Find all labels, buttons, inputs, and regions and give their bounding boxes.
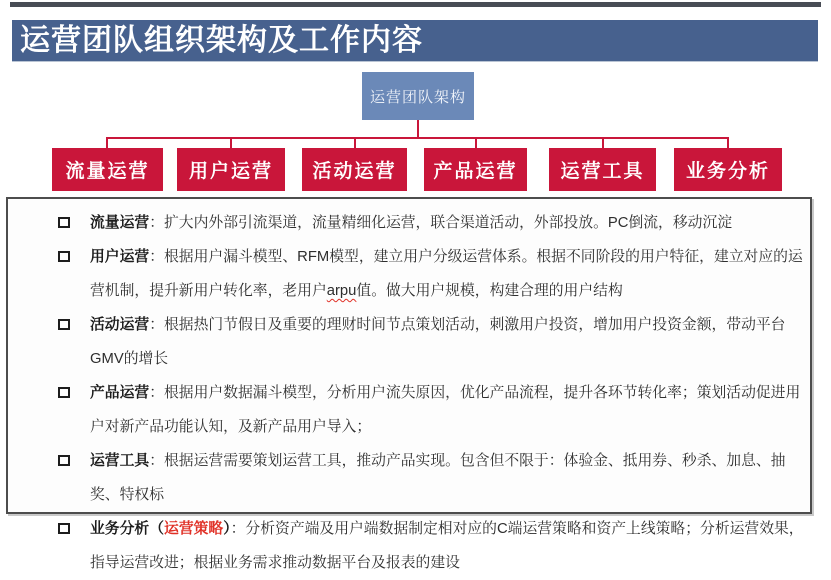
bullet-square-icon [58, 319, 70, 330]
list-item [58, 308, 806, 376]
item-text [90, 308, 806, 376]
connector-root-drop [417, 120, 419, 138]
item-body: ：根据运营需要策划运营工具，推动产品实现。包含但不限于：体验金、抵用券、秒杀、加息、抽奖、特权标 [90, 453, 786, 503]
item-text [90, 206, 732, 240]
highlighted-strategy-text: 运营策略 [164, 521, 224, 537]
item-body: ：根据用户数据漏斗模型，分析用户流失原因，优化产品流程，提升各环节转化率；策划活动促进用户对新产品功能认知，及新产品用户导入； [90, 385, 801, 435]
item-text [90, 512, 806, 580]
item-text [90, 444, 806, 512]
item-body: ：扩大内外部引流渠道，流量精细化运营，联合渠道活动，外部投放。PC倒流，移动沉淀 [149, 215, 733, 231]
item-body: 值。做大用户规模，构建合理的用户结构 [356, 283, 623, 299]
item-label: 运营工具 [90, 453, 150, 469]
list-item [58, 376, 806, 444]
org-node-traffic-ops: 流量运营 [52, 148, 163, 191]
item-label: 产品运营 [90, 385, 150, 401]
paren-open: （ [149, 521, 165, 537]
bullet-square-icon [58, 387, 70, 398]
list-item [58, 240, 806, 308]
item-label: 流量运营 [90, 215, 150, 231]
bullet-square-icon [58, 217, 70, 228]
item-text [90, 376, 806, 444]
paren-close: ） [223, 521, 231, 537]
connector-horizontal [106, 137, 729, 139]
org-node-business-analysis: 业务分析 [674, 148, 782, 191]
item-text [90, 240, 806, 308]
item-body: ：根据用户漏斗模型、RFM模型，建立用户分级运营体系。根据不同阶段的用户特征，建立对应的运营机制，提升新用户转化率，老用户 [90, 249, 803, 299]
bullet-square-icon [58, 251, 70, 262]
item-body: ：根据热门节假日及重要的理财时间节点策划活动，刺激用户投资，增加用户投资金额，带动平台GMV的增长 [90, 317, 786, 367]
item-label: 业务分析 [90, 521, 150, 537]
item-label: 用户运营 [90, 249, 150, 265]
bullet-square-icon [58, 455, 70, 466]
org-node-activity-ops: 活动运营 [302, 148, 407, 191]
bullet-square-icon [58, 523, 70, 534]
org-node-ops-tools: 运营工具 [549, 148, 656, 191]
spellcheck-word: arpu [326, 283, 357, 299]
slide-title: 运营团队组织架构及工作内容 [12, 20, 818, 62]
top-border-strip [10, 2, 821, 7]
org-node-product-ops: 产品运营 [424, 148, 527, 191]
list-item [58, 512, 806, 580]
item-label: 活动运营 [90, 317, 150, 333]
item-body: ：分析资产端及用户端数据制定相对应的C端运营策略和资产上线策略；分析运营效果，指导运营改进；根据业务需求推动数据平台及报表的建设 [90, 521, 804, 571]
work-content-panel [6, 197, 812, 571]
list-item [58, 206, 806, 240]
list-item [58, 444, 806, 512]
org-root-node: 运营团队架构 [362, 72, 474, 120]
org-node-user-ops: 用户运营 [177, 148, 285, 191]
